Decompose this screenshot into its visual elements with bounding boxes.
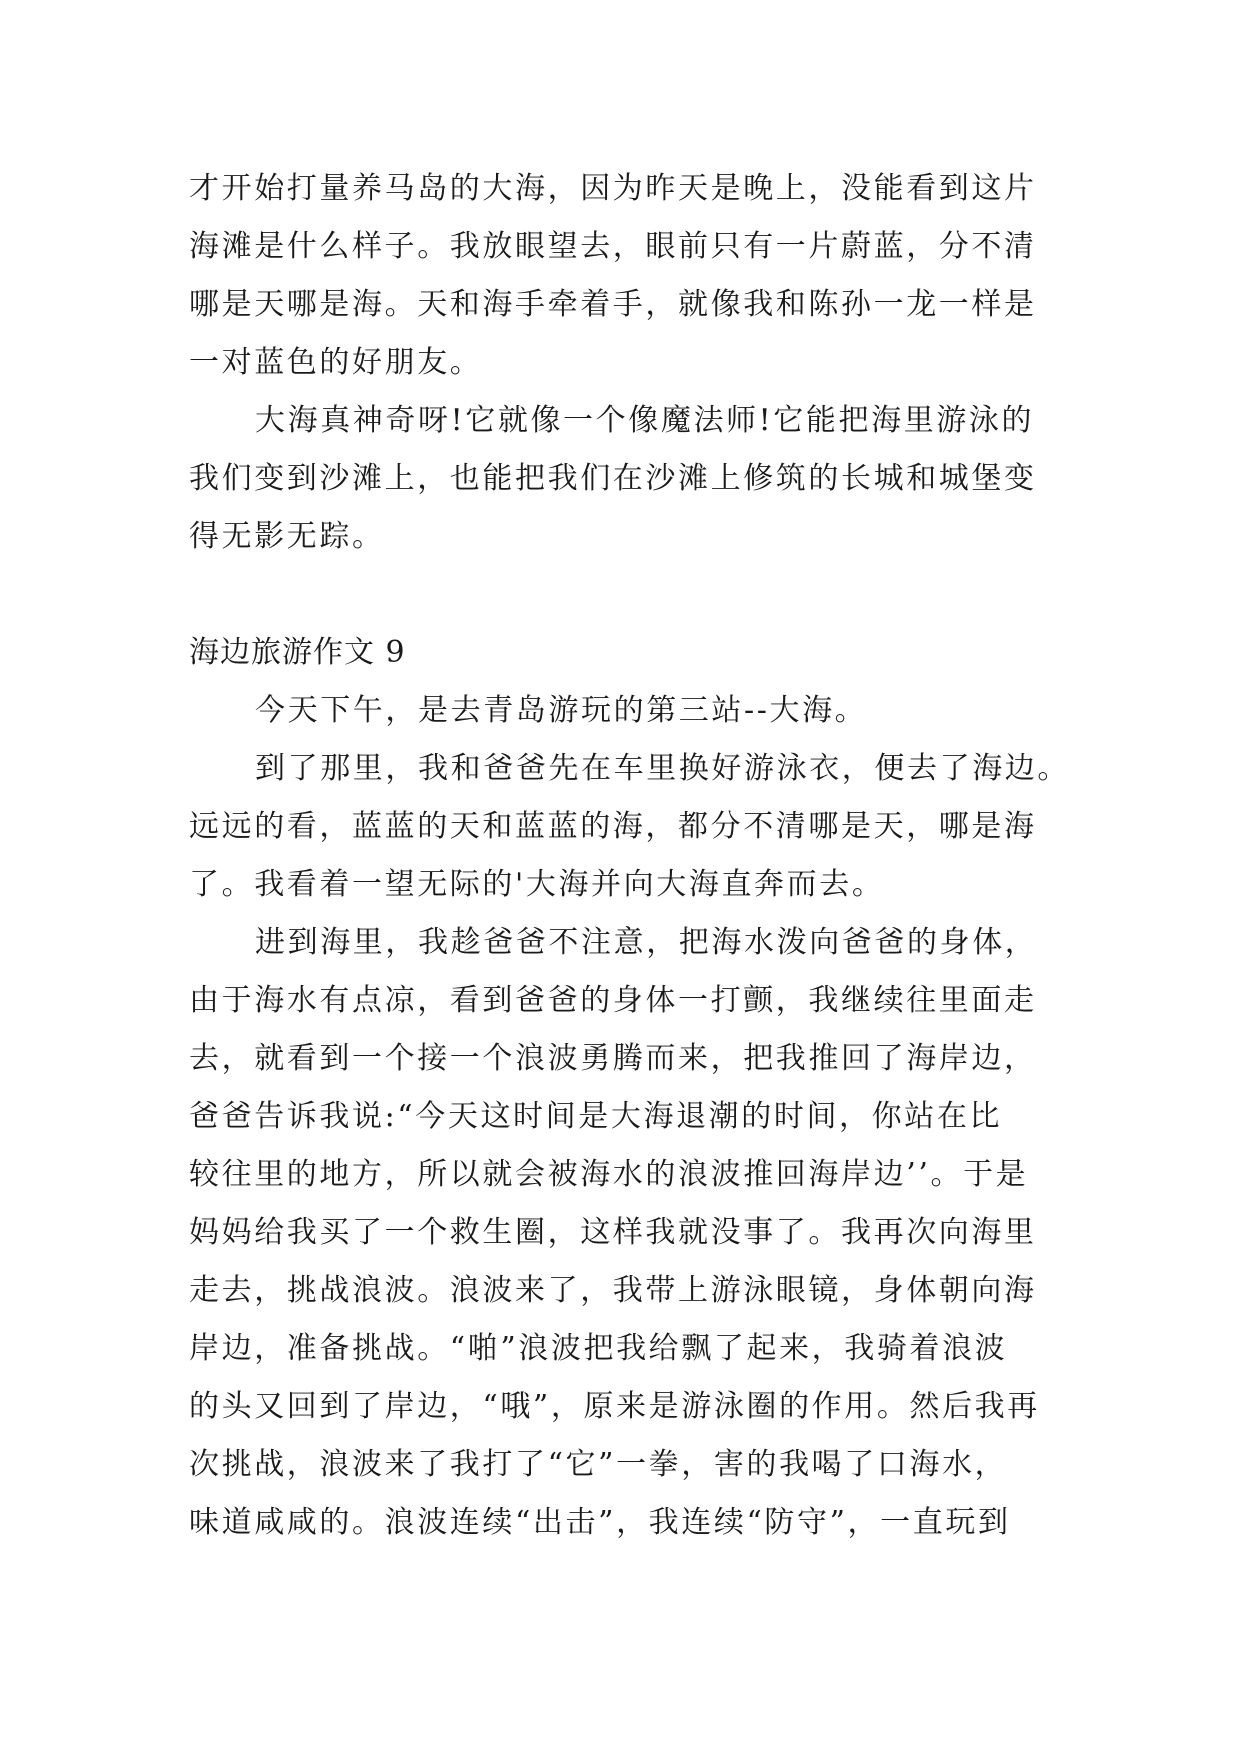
text-line: 到了那里，我和爸爸先在车里换好游泳衣，便去了海边。 xyxy=(255,751,1070,786)
text-line: 由于海水有点凉，看到爸爸的身体一打颤，我继续往里面走 xyxy=(189,983,1037,1018)
paragraph xyxy=(189,914,1049,1552)
text-line: 一对蓝色的好朋友。 xyxy=(189,345,483,380)
text-line: 海滩是什么样子。我放眼望去，眼前只有一片蔚蓝，分不清 xyxy=(189,229,1037,264)
text-line: 今天下午，是去青岛游玩的第三站--大海。 xyxy=(255,693,868,728)
text-line: 妈妈给我买了一个救生圈，这样我就没事了。我再次向海里 xyxy=(189,1215,1037,1250)
text-line: 次挑战，浪波来了我打了“它”一拳，害的我喝了口海水， xyxy=(189,1447,1008,1482)
paragraph-continuation xyxy=(189,160,1049,392)
text-line: 的头又回到了岸边，“哦”，原来是游泳圈的作用。然后我再 xyxy=(189,1389,1040,1424)
text-line: 进到海里，我趁爸爸不注意，把海水泼向爸爸的身体， xyxy=(255,925,1038,960)
text-line: 远远的看，蓝蓝的天和蓝蓝的海，都分不清哪是天，哪是海 xyxy=(189,809,1037,844)
text-line: 哪是天哪是海。天和海手牵着手，就像我和陈孙一龙一样是 xyxy=(189,287,1037,322)
text-line: 了。我看着一望无际的'大海并向大海直奔而去。 xyxy=(189,867,885,902)
paragraph xyxy=(189,392,1049,566)
document-body xyxy=(189,160,1070,1552)
text-line: 味道咸咸的。浪波连续“出击”，我连续“防守”，一直玩到 xyxy=(189,1505,1011,1540)
paragraph xyxy=(189,740,1070,914)
text-line: 去，就看到一个接一个浪波勇腾而来，把我推回了海岸边， xyxy=(189,1041,1037,1076)
paragraph xyxy=(189,682,1049,740)
text-line: 大海真神奇呀!它就像一个像魔法师!它能把海里游泳的 xyxy=(255,403,1035,438)
section-title: 海边旅游作文 9 xyxy=(189,635,406,670)
blank-line xyxy=(189,566,1049,624)
text-line: 走去，挑战浪波。浪波来了，我带上游泳眼镜，身体朝向海 xyxy=(189,1273,1037,1308)
text-line: 才开始打量养马岛的大海，因为昨天是晚上，没能看到这片 xyxy=(189,171,1037,206)
text-line: 得无影无踪。 xyxy=(189,519,385,554)
text-line: 我们变到沙滩上，也能把我们在沙滩上修筑的长城和城堡变 xyxy=(189,461,1037,496)
text-line: 岸边，准备挑战。“啪”浪波把我给飘了起来，我骑着浪波 xyxy=(189,1331,1008,1366)
text-line: 爸爸告诉我说:“今天这时间是大海退潮的时间，你站在比 xyxy=(189,1099,1003,1134)
text-line: 较往里的地方，所以就会被海水的浪波推回海岸边’’。于是 xyxy=(189,1157,1029,1192)
